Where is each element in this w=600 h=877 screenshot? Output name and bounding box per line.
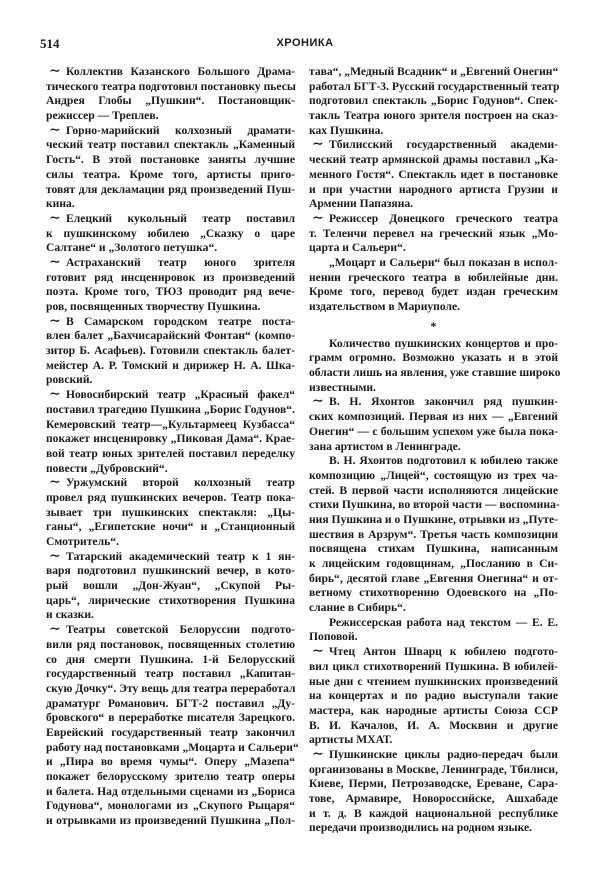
text-line: Смотритель“. — [46, 535, 119, 548]
text-line: композицию „Лицей“, состоящую из трех ча- — [309, 468, 558, 482]
text-line: Гость“. В этой постановке заняты лучшие — [46, 153, 295, 167]
line-text: В Самарском городском театре поста- — [66, 314, 295, 328]
text-line: тава“, „Медный Всадник“ и „Евгений Онегин“ — [309, 65, 559, 78]
text-line: В. И. Качалов, И. А. Москвин и другие — [309, 718, 558, 732]
text-line: Киеве, Перми, Петрозаводске, Ереване, Сара- — [309, 777, 558, 791]
line-text: Уржумский второй колхозный театр — [66, 476, 295, 490]
paragraph — [46, 212, 295, 256]
text-line: ческий театр поставил спектакль „Каменный — [46, 138, 295, 152]
text-line: менного Гостя“. Спектакль идет в постановке — [309, 167, 558, 181]
text-line: драматург Романович. БГТ-2 поставил „Ду- — [46, 696, 295, 710]
text-line: к лицейским годовщинам, „Посланию в Си- — [309, 557, 558, 570]
text-line: такль Театра юного зрителя построен на сказ- — [309, 109, 558, 123]
text-line: тического театра подготовил постановку пьесы — [46, 79, 296, 93]
text-line: ганы“, „Египетские ночи“ и „Станционный — [46, 520, 295, 534]
text-line: Онегин“ — с большим успехом уже была пока- — [309, 424, 558, 438]
text-line: зывает три пушкинских спектакля: „Цы- — [46, 505, 295, 519]
text-line: ∼ Елецкий кукольный театр поставил — [49, 210, 295, 226]
text-line: варя подготовил пушкинский вечер, в кото- — [46, 564, 295, 578]
text-line: к пушкинскому юбилею „Сказку о царе — [46, 226, 295, 240]
right-column — [309, 65, 561, 836]
text-line: царта и Сальери“. — [309, 241, 406, 255]
text-line: организованы в Москве, Ленинграде, Тбилиси, — [309, 762, 558, 776]
text-line: работал БГТ-3. Русский государственный театр — [309, 79, 560, 93]
line-text: Елецкий кукольный театр поставил — [66, 211, 295, 225]
text-line: товят для декламации ряд произведений Пуш- — [46, 182, 295, 196]
text-line: „Моцарт и Сальери“ был показан в испол- — [329, 255, 558, 269]
text-line: со дня смерти Пушкина. 1-й Белорусский — [46, 652, 295, 666]
text-line: ∼ Режиссер Донецкого греческого театра — [312, 210, 558, 226]
paragraph — [309, 748, 558, 836]
line-text: Театры советской Белоруссии подгото- — [66, 623, 295, 637]
line-text: Чтец Антон Шварц к юбилею подгото- — [329, 645, 558, 659]
text-line: и отрывками из произведений Пушкина „Пол- — [46, 814, 295, 828]
asterisk-separator: * — [430, 318, 437, 333]
text-line: государственный театр поставил „Капитан- — [46, 667, 295, 681]
text-line: провел ряд пушкинских вечеров. Театр пока- — [46, 490, 295, 504]
text-line: готовит ряд инсценировок из произведений — [46, 270, 295, 284]
text-line: бирь“, десятой главе „Евгения Онегина“ и от- — [309, 571, 558, 585]
text-line: Андрея Глобы „Пушкин“. Постановщик- — [46, 94, 295, 108]
text-line: силы театра. Кроме того, артисты приго- — [46, 167, 295, 181]
text-line: ∼ Тбилисский государственный академи- — [312, 137, 558, 153]
paragraph — [46, 256, 295, 315]
text-line: ветному стихотворению Одоевского на „По- — [309, 586, 558, 600]
text-line: посвящена стихам Пушкина, написанным — [309, 542, 558, 556]
text-line: вой театр юных зрителей поставил переделку — [46, 446, 295, 460]
text-line: артисты МХАТ. — [309, 733, 393, 747]
text-line: тове, Армавире, Новороссийске, Ашхабаде — [309, 792, 558, 805]
text-line: ∼ Пушкинские циклы радио-передач были — [312, 746, 558, 762]
line-text: Коллектив Казанского Большого Драма- — [66, 65, 295, 78]
text-line: и балета. Над отдельными сценами из „Бориса — [46, 784, 295, 798]
paragraph — [309, 616, 558, 645]
text-line: Армении Папазяна. — [309, 197, 414, 211]
text-line: слание в Сибирь“. — [309, 601, 406, 615]
paragraph — [46, 388, 295, 476]
paragraph — [46, 622, 299, 829]
line-text: Тбилисский государственный академи- — [329, 138, 558, 152]
text-line: царь“, лирические стихотворения Пушкина — [46, 593, 295, 607]
text-line: грамм огромно. Возможно указать и в этой — [309, 351, 558, 365]
running-title: ХРОНИКА — [276, 37, 334, 49]
text-line: бровского“ в переработке писателя Зарецкого. — [46, 711, 295, 725]
text-line: Еврейский государственный театр закончил — [46, 725, 295, 739]
text-line: известными. — [309, 380, 376, 394]
text-line: стей. В первой части исполняются лицейские — [309, 483, 558, 497]
text-line: зана артистом в Ленинграде. — [309, 439, 461, 453]
text-line: поставил трагедию Пушкина „Борис Годунов“. — [46, 402, 295, 416]
text-line: влен балет „Бахчисарайский Фонтан“ (компо- — [46, 329, 295, 343]
text-line: ∼ В. Н. Яхонтов закончил ряд пушкин- — [312, 394, 558, 410]
text-line: стихи Пушкина, во второй части — воспомина- — [309, 498, 560, 512]
text-line: В. Н. Яхонтов подготовил к юбилею также — [329, 454, 558, 468]
text-line: и при участии народного артиста Грузии и — [309, 182, 558, 196]
paragraph — [46, 65, 295, 124]
text-line: Кроме того, перевод будет издан греческим — [309, 285, 558, 299]
line-text: Горно-марийский колхозный драмати- — [66, 123, 295, 137]
text-line: кина. — [46, 197, 75, 211]
text-line: Режиссерская работа над текстом — Е. Е. — [329, 615, 558, 629]
paragraph — [309, 212, 558, 256]
page-number: 514 — [40, 36, 60, 51]
text-line: ные дни с чтением пушкинских произведений — [309, 674, 558, 688]
text-line: ∼ Коллектив Казанского Большого Драма- — [49, 64, 295, 79]
text-line: Количество пушкинских концертов и про- — [329, 336, 558, 350]
text-line: Кемеровский театр—„Культармеец Кузбасса“ — [46, 417, 295, 431]
text-line: на концертах и по радио выступали такие — [309, 689, 558, 703]
line-text: В. Н. Яхонтов закончил ряд пушкин- — [329, 395, 558, 409]
text-line: области лишь на явления, уже ставшие широко — [309, 366, 561, 380]
text-line: покажет инсценировку „Пиковая Дама“. Крае- — [46, 432, 295, 446]
text-line: ∼ Татарский академический театр к 1 ян- — [49, 548, 295, 564]
paragraph — [309, 336, 561, 396]
text-line: ∼ В Самарском городском театре поста- — [49, 313, 295, 329]
section-separator — [309, 315, 558, 337]
text-line: ∼ Уржумский второй колхозный театр — [49, 475, 295, 491]
line-text: Режиссер Донецкого греческого театра — [329, 211, 558, 225]
text-line: вил цикл стихотворений Пушкина. В юбилей- — [309, 659, 558, 673]
text-line: повести „Дубровский“. — [46, 461, 168, 475]
paragraph — [46, 124, 295, 212]
text-line: и сказки. — [46, 608, 94, 622]
paragraph — [309, 256, 558, 315]
text-line: ∼ Театры советской Белоруссии подгото- — [49, 622, 295, 638]
text-line: поэта. Кроме того, ТЮЗ проводит ряд вече- — [46, 285, 295, 299]
text-line: передачи производились на родном языке. — [309, 821, 533, 835]
left-column — [46, 64, 299, 829]
text-line: мейстер А. Р. Томский и дирижер Н. А. Шка- — [46, 358, 295, 372]
text-line: ∼ Горно-марийский колхозный драмати- — [49, 122, 295, 138]
paragraph — [309, 65, 558, 138]
text-line: вили ряд постановок, посвященных столетию — [46, 637, 295, 651]
paragraph — [309, 138, 558, 211]
text-line: ках Пушкина. — [309, 123, 384, 137]
text-line: скую Дочку“. Эту вещь для театра переработал — [46, 681, 296, 695]
text-line: нении греческого театра в юбилейные дни. — [309, 270, 558, 284]
text-line: ∼ Астраханский театр юного зрителя — [49, 254, 295, 270]
text-line: издательством в Мариуполе. — [309, 300, 461, 313]
text-line: Годунова“, монологами из „Скупого Рыцаря“ — [46, 799, 295, 813]
paragraph — [46, 550, 295, 623]
text-line: ров, посвященных творчеству Пушкина. — [46, 300, 261, 313]
paragraph — [309, 645, 558, 748]
text-line: зитор Б. Асафьев). Готовили спектакль балет- — [46, 344, 295, 358]
text-line: ческий театр армянской драмы поставил „Ка- — [309, 153, 558, 167]
text-line: и „Пира во время чумы“. Оперу „Мазепа“ — [46, 755, 295, 769]
text-line: Поповой. — [309, 630, 358, 644]
line-text: Астраханский театр юного зрителя — [66, 255, 295, 269]
text-line: покажет белорусскому зрителю театр оперы — [46, 770, 295, 783]
line-text: Татарский академический театр к 1 ян- — [66, 549, 295, 563]
line-text: Новосибирский театр „Красный факел“ — [66, 388, 295, 402]
text-line: режиссер — Треплев. — [46, 109, 159, 123]
text-line: мастера, как народные артисты Союза ССР — [309, 703, 558, 717]
text-line: Салтане“ и „Золотого петушка“. — [46, 241, 218, 255]
text-line: ских композиций. Первая из них — „Евгений — [309, 410, 558, 424]
text-line: подготовил спектакль „Борис Годунов“. Спек- — [309, 94, 558, 108]
text-line: ∼ Чтец Антон Шварц к юбилею подгото- — [312, 644, 558, 660]
text-line: ∼ Новосибирский театр „Красный факел“ — [49, 387, 295, 403]
text-line: шествия в Арзрум“. Третья часть композиции — [309, 527, 558, 541]
text-line: рый вошли „Дон-Жуан“, „Скупой Ры- — [46, 579, 295, 593]
text-line: работу над постановками „Моцарта и Сальери“ — [46, 740, 299, 754]
paragraph — [309, 454, 558, 616]
paragraph — [46, 476, 295, 549]
text-line: ния Пушкина и о Пушкине, отрывки из „Путе- — [309, 512, 558, 526]
text-line: т. Теленчи перевел на греческий язык „Мо- — [309, 226, 558, 240]
line-text: Пушкинские циклы радио-передач были — [329, 747, 558, 761]
paragraph — [309, 395, 558, 454]
text-line: ровский. — [46, 373, 93, 387]
paragraph — [46, 315, 295, 388]
text-line: и т. д. В каждой национальной республике — [309, 806, 558, 820]
